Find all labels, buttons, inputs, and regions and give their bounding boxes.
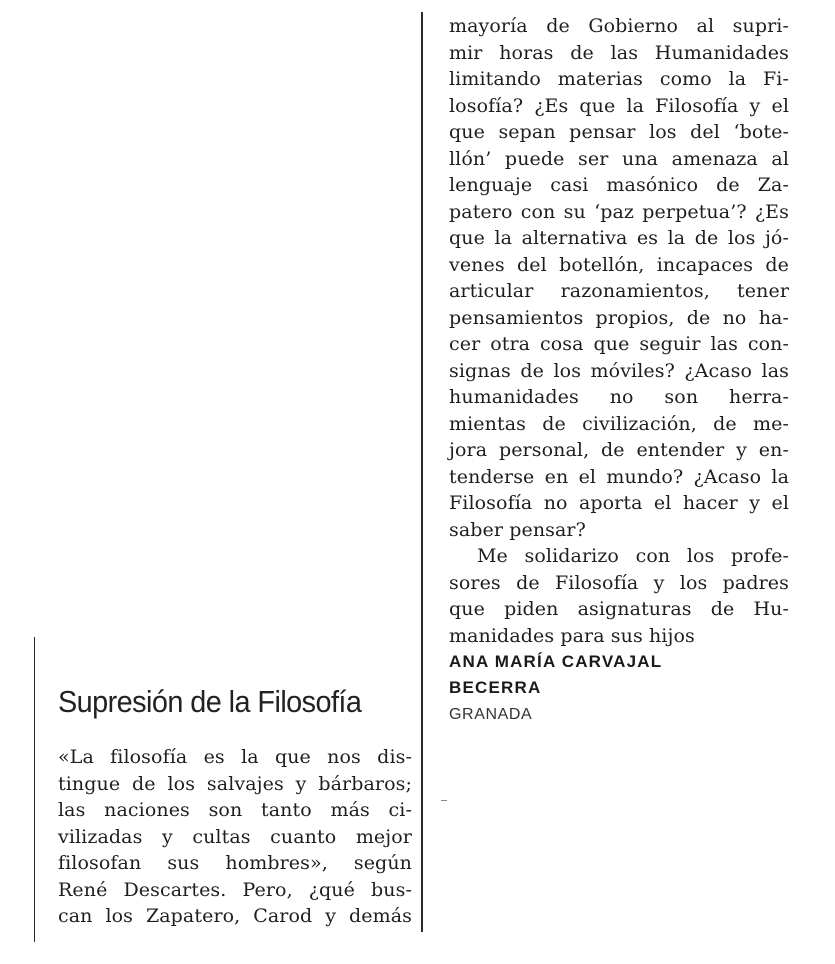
column-rule-stub <box>441 800 447 801</box>
author-city: GRANADA <box>449 706 533 723</box>
letter-body <box>58 744 412 930</box>
body-line: filosofan sus hombres», según <box>58 852 412 874</box>
column-rule-left <box>34 637 35 942</box>
author-name-line1: ANA MARÍA CARVAJAL <box>449 652 663 671</box>
body-line: llón’ puede ser una amenaza al <box>449 147 789 170</box>
body-line: lenguaje casi masónico de Za- <box>449 174 789 196</box>
closing-line: manidades para sus hijos <box>449 624 695 647</box>
body-line: vilizadas y cultas cuanto mejor <box>58 825 412 848</box>
body-line: tenderse en el mundo? ¿Acaso la <box>449 465 789 488</box>
closing-line: Me solidarizo con los profe- <box>477 545 789 567</box>
body-line: que sepan pensar los del ‘bote- <box>449 121 789 143</box>
column-rule-middle <box>421 12 423 932</box>
body-line: losofía? ¿Es que la Filosofía y el <box>449 94 789 117</box>
body-line: venes del botellón, incapaces de <box>449 253 789 276</box>
author-name-line2: BECERRA <box>449 678 542 697</box>
body-line: articular razonamientos, tener <box>449 280 789 302</box>
body-line: mientas de civilización, de me- <box>449 412 789 435</box>
letter-right-column <box>449 13 789 727</box>
letter-body-continued <box>449 13 789 649</box>
body-line: jora personal, de entender y en- <box>449 439 789 461</box>
author-name <box>449 649 789 701</box>
body-line: mayoría de Gobierno al supri- <box>449 15 789 37</box>
body-line: humanidades no son herra- <box>449 386 789 408</box>
body-line: que la alternativa es la de los jó- <box>449 227 789 249</box>
body-line: signas de los móviles? ¿Acaso las <box>449 359 789 382</box>
letter-headline: Supresión de la Filosofía <box>58 684 362 719</box>
body-line: Filosofía no aporta el hacer y el <box>449 492 789 514</box>
closing-line: que piden asignaturas de Hu- <box>449 598 789 620</box>
body-line: cer otra cosa que seguir las con- <box>449 333 789 355</box>
body-line: pensamientos propios, de no ha- <box>449 306 789 329</box>
body-line: mir horas de las Humanidades <box>449 41 789 64</box>
body-line: las naciones son tanto más ci- <box>58 799 412 821</box>
body-line: René Descartes. Pero, ¿qué bus- <box>58 878 412 901</box>
body-line: tingue de los salvajes y bárbaros; <box>58 772 412 795</box>
body-line: «La filosofía es la que nos dis- <box>58 746 412 768</box>
body-line: limitando materias como la Fi- <box>449 68 789 90</box>
body-line: patero con su ‘paz perpetua’? ¿Es <box>449 200 789 223</box>
body-line: can los Zapatero, Carod y demás <box>58 905 412 927</box>
letter-left-column <box>58 675 412 930</box>
body-line: saber pensar? <box>449 518 586 541</box>
closing-line: sores de Filosofía y los padres <box>449 571 789 594</box>
